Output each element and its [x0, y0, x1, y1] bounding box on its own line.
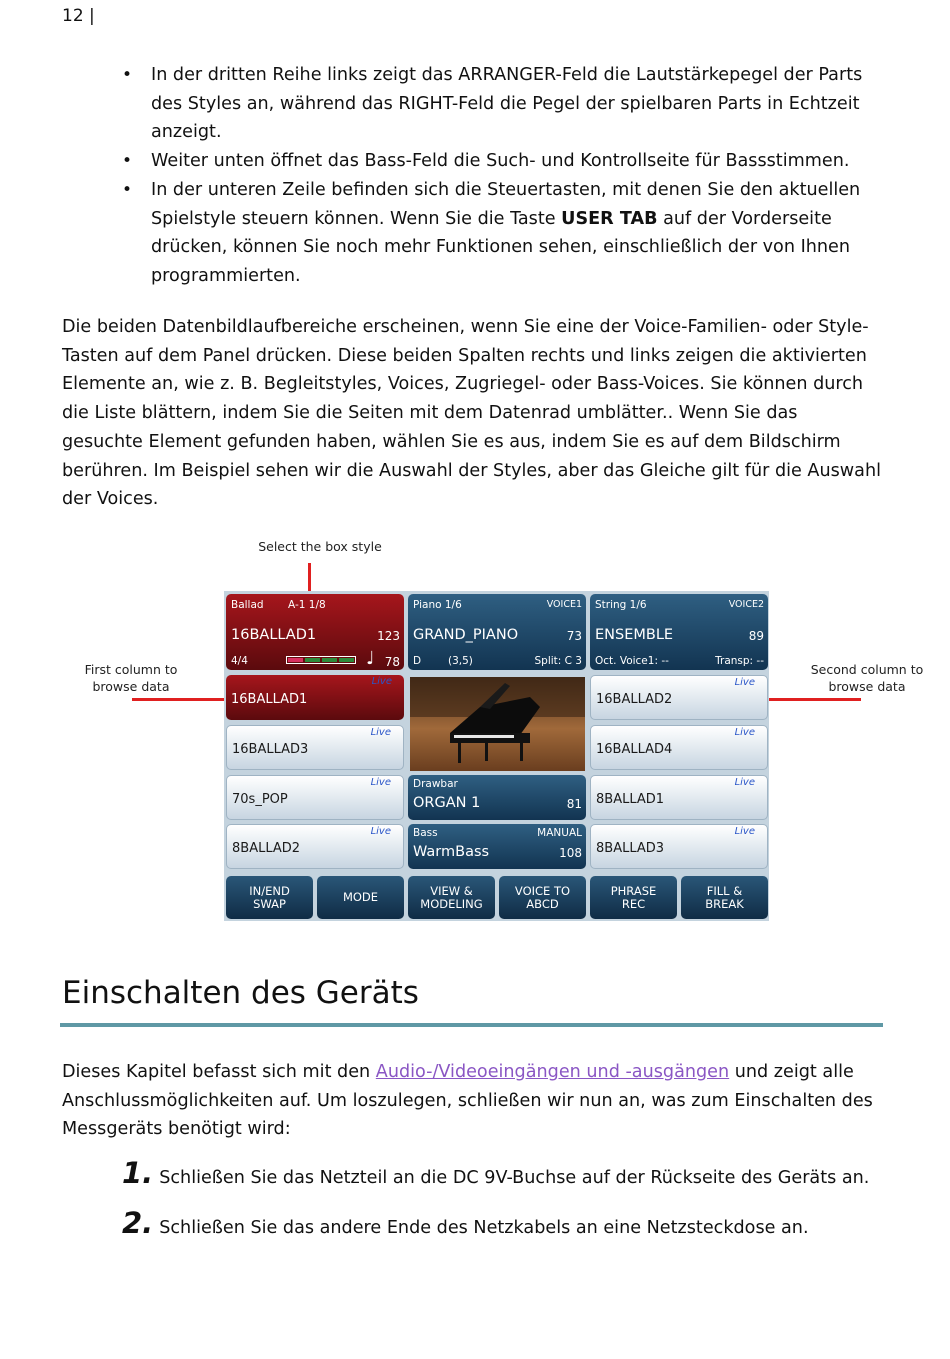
voice1-title: Piano 1/6	[413, 599, 462, 611]
tempo-value: 78	[384, 655, 400, 669]
view-modeling-button[interactable]: VIEW & MODELING	[408, 876, 495, 919]
style-position: A-1 1/8	[288, 599, 326, 611]
drawbar-name: ORGAN 1	[413, 795, 481, 811]
style-value: 123	[377, 629, 400, 643]
bullet-text: In der unteren Zeile befinden sich die Steuertasten, mit denen Sie den aktuellen Spielstyle steuern können. Wenn Sie die Taste	[151, 179, 861, 229]
body-paragraph: Die beiden Datenbildlaufbereiche erscheinen, wenn Sie eine der Voice-Familien- oder Style-Tasten auf dem Panel drücken. Diese beiden Spalten rechts und links zeigen die aktivierten Elemente an, wie z. B. Begleitstyles, Voices, Zugriegel- oder Bass-Voices. Sie können durch die Liste blättern, indem Sie die Seiten mit dem Datenrad umblätter.. Wenn Sie das gesuchte Element gefunden haben, wählen Sie es aus, indem Sie es auf dem Bildschirm berühren. Im Beispiel sehen wir die Auswahl der Styles, aber das Gleiche gilt für die Auswahl der Voices.	[62, 317, 881, 510]
bullet-list	[120, 61, 880, 291]
drawbar-tile[interactable]	[408, 775, 586, 820]
voice2-transpose: Transp: --	[715, 655, 764, 667]
fill-break-button[interactable]: FILL & BREAK	[681, 876, 768, 919]
mode-button[interactable]: MODE	[317, 876, 404, 919]
right-list-item[interactable]	[590, 725, 768, 770]
left-list-item[interactable]	[226, 725, 404, 770]
drawbar-title: Drawbar	[413, 778, 458, 790]
page-number: 12 |	[62, 6, 95, 26]
voice1-tile[interactable]	[408, 594, 586, 670]
audio-video-link[interactable]: Audio-/Videoeingängen und -ausgängen	[375, 1062, 730, 1082]
step-number: 1.	[122, 1156, 154, 1190]
list-item-label: 8BALLAD1	[596, 792, 665, 807]
style-tile[interactable]	[226, 594, 404, 670]
step-text: Schließen Sie das andere Ende des Netzkabels an eine Netzsteckdose an.	[159, 1218, 809, 1238]
body-paragraph	[62, 1058, 882, 1144]
heading-rule	[60, 1023, 883, 1027]
in-end-swap-button[interactable]: IN/END SWAP	[226, 876, 313, 919]
bullet-text: auf der Vorderseite drücken, können Sie noch mehr Funktionen sehen, einschließlich der von Ihnen programmierten.	[151, 208, 851, 286]
style-name: 16BALLAD1	[231, 627, 317, 643]
voice2-value: 89	[748, 629, 764, 643]
note-icon: ♩	[366, 648, 375, 669]
annotation-first-column: First column to browse data	[84, 662, 178, 694]
step-text: Schließen Sie das Netzteil an die DC 9V-Buchse auf der Rückseite des Geräts an.	[159, 1168, 870, 1188]
list-item-label: 70s_POP	[232, 792, 288, 807]
annotation-arrow	[769, 698, 861, 701]
voice1-tag: VOICE1	[546, 599, 582, 610]
arranger-screenshot	[224, 591, 769, 921]
phrase-rec-button[interactable]: PHRASE REC	[590, 876, 677, 919]
left-list-item[interactable]	[226, 775, 404, 820]
time-signature: 4/4	[231, 655, 248, 667]
voice1-left: D	[413, 655, 422, 667]
voice2-name: ENSEMBLE	[595, 627, 674, 643]
style-type: Ballad	[231, 599, 264, 611]
live-badge: Live	[371, 676, 392, 687]
bass-title: Bass	[413, 827, 438, 839]
list-item-label: 16BALLAD1	[231, 692, 308, 707]
grand-piano-image	[410, 677, 585, 771]
section-heading: Einschalten des Geräts	[62, 975, 419, 1011]
voice2-tile[interactable]	[590, 594, 768, 670]
annotation-arrow	[308, 563, 311, 591]
live-badge: Live	[370, 826, 391, 837]
list-item-label: 16BALLAD2	[596, 692, 673, 707]
voice-to-abcd-button[interactable]: VOICE TO ABCD	[499, 876, 586, 919]
annotation-arrow	[132, 698, 224, 701]
list-item-label: 8BALLAD3	[596, 841, 665, 856]
live-badge: Live	[734, 677, 755, 688]
bass-name: WarmBass	[413, 844, 490, 860]
paragraph-text: Dieses Kapitel befasst sich mit den	[62, 1062, 376, 1082]
list-item-label: 8BALLAD2	[232, 841, 301, 856]
left-list-item[interactable]	[226, 824, 404, 869]
list-item-label: 16BALLAD4	[596, 742, 673, 757]
left-list-item[interactable]	[226, 675, 404, 720]
bullet-bold-text: USER TAB	[561, 208, 658, 229]
bass-value: 108	[559, 846, 582, 860]
bullet-item	[120, 176, 880, 291]
live-badge: Live	[734, 727, 755, 738]
live-badge: Live	[734, 826, 755, 837]
paragraph-text: und zeigt alle Anschlussmöglichkeiten auf. Um loszulegen, schließen wir nun an, was zum Einschalten des Messgeräts benötigt wird:	[62, 1062, 873, 1140]
voice1-value: 73	[566, 629, 582, 643]
right-list-item[interactable]	[590, 824, 768, 869]
live-badge: Live	[370, 777, 391, 788]
voice2-tag: VOICE2	[728, 599, 764, 610]
live-badge: Live	[734, 777, 755, 788]
voice2-title: String 1/6	[595, 599, 647, 611]
step-item	[122, 1206, 809, 1240]
live-badge: Live	[370, 727, 391, 738]
voice1-mid: (3,5)	[448, 655, 473, 667]
bass-tag: MANUAL	[537, 827, 582, 839]
bullet-item: • In der dritten Reihe links zeigt das ARRANGER-Feld die Lautstärkepegel der Parts des Styles an, während das RIGHT-Feld die Pegel der spielbaren Parts in Echtzeit anzeigt.	[120, 61, 880, 147]
bass-tile[interactable]	[408, 824, 586, 869]
right-list-item[interactable]	[590, 775, 768, 820]
voice1-split: Split: C 3	[534, 655, 582, 667]
bullet-item: • Weiter unten öffnet das Bass-Feld die Such- und Kontrollseite für Bassstimmen.	[120, 147, 880, 176]
annotation-select-box-style: Select the box style	[258, 539, 382, 554]
voice1-name: GRAND_PIANO	[413, 627, 519, 643]
voice2-octave: Oct. Voice1: --	[595, 655, 669, 667]
step-number: 2.	[122, 1206, 154, 1240]
level-meter	[286, 656, 356, 664]
list-item-label: 16BALLAD3	[232, 742, 309, 757]
right-list-item[interactable]	[590, 675, 768, 720]
step-item	[122, 1156, 869, 1190]
annotation-second-column: Second column to browse data	[810, 662, 924, 694]
drawbar-value: 81	[566, 797, 582, 811]
